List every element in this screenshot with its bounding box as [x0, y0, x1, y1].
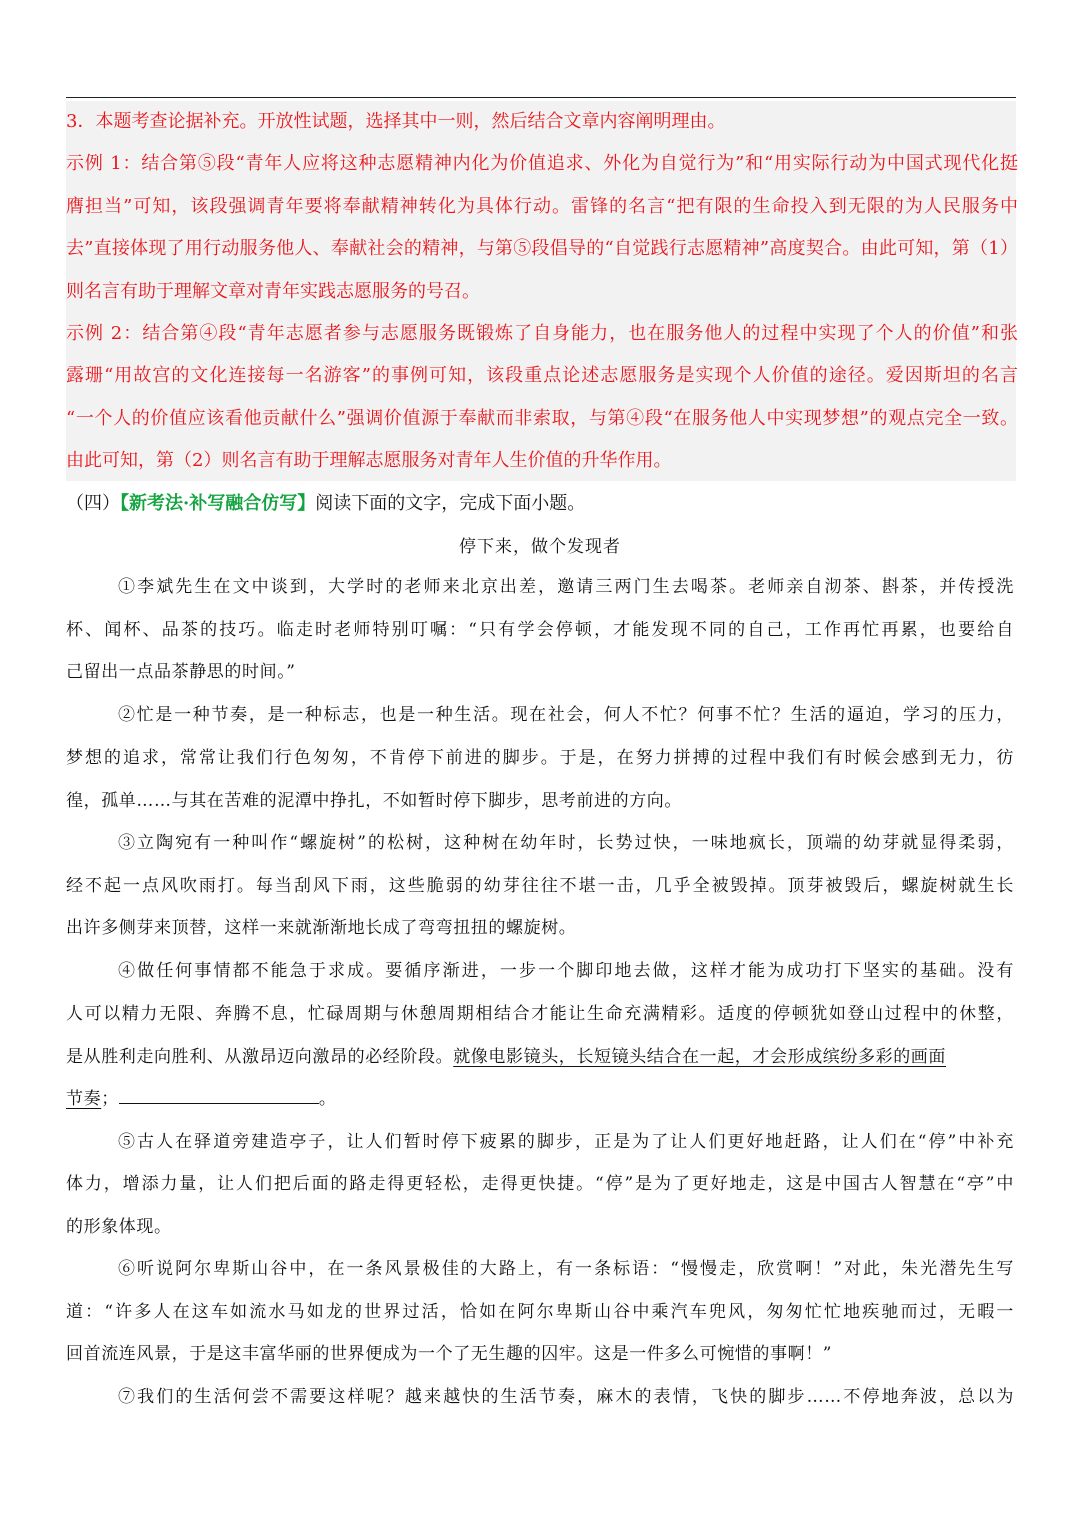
answer-line: 示例 1：结合第⑤段“青年人应将这种志愿精神内化为价值追求、外化为自觉行为”和“用实际行动为中国式现代化挺: [66, 153, 1018, 174]
article-line: 体力，增添力量，让人们把后面的路走得更轻松，走得更快捷。“停”是为了更好地走，这是中国古人智慧在“亭”中: [66, 1174, 1014, 1194]
article-text: ；: [101, 1089, 119, 1109]
article-line: [66, 1046, 1014, 1068]
article-line: 的形象体现。: [66, 1217, 172, 1237]
article-text: 是从胜利走向胜利、从激昂迈向激昂的必经阶段。: [66, 1047, 454, 1067]
fill-in-blank[interactable]: [119, 1089, 319, 1104]
article-line: 出许多侧芽来顶替，这样一来就渐渐地长成了弯弯扭扭的螺旋树。: [66, 918, 577, 938]
article-line: 道：“许多人在这车如流水马如龙的世界过活，恰如在阿尔卑斯山谷中乘汽车兜风，匆匆忙忙地疾驰而过，无暇一: [66, 1302, 1014, 1322]
article-title: 停下来，做个发现者: [459, 537, 621, 557]
article-line: ②忙是一种节奏，是一种标志，也是一种生活。现在社会，何人不忙？何事不忙？生活的逼迫，学习的压力，: [118, 705, 1014, 725]
article-line: ④做任何事情都不能急于求成。要循序渐进，一步一个脚印地去做，这样才能为成功打下坚实的基础。没有: [118, 961, 1014, 981]
answer-line: 去”直接体现了用行动服务他人、奉献社会的精神，与第⑤段倡导的“自觉践行志愿精神”高度契合。由此可知，第（1）: [66, 238, 1018, 259]
article-line: ⑥听说阿尔卑斯山谷中，在一条风景极佳的大路上，有一条标语：“慢慢走，欣赏啊！”对此，朱光潜先生写: [118, 1259, 1014, 1279]
article-line: 人可以精力无限、奔腾不息，忙碌周期与休憩周期相结合才能让生命充满精彩。适度的停顿犹如登山过程中的休整，: [66, 1004, 1014, 1024]
section-number: （四）: [66, 493, 120, 514]
article-line: 己留出一点品茶静思的时间。”: [66, 662, 296, 682]
article-line: 徨，孤单……与其在苦难的泥潭中挣扎，不如暂时停下脚步，思考前进的方向。: [66, 791, 682, 811]
underlined-sentence: 就像电影镜头，长短镜头结合在一起，才会形成缤纷多彩的画面: [453, 1047, 947, 1067]
answer-line: 由此可知，第（2）则名言有助于理解志愿服务对青年人生价值的升华作用。: [66, 450, 672, 471]
article-line: 杯、闻杯、品茶的技巧。临走时老师特别叮嘱：“只有学会停顿，才能发现不同的自己，工作再忙再累，也要给自: [66, 620, 1014, 640]
answer-line: 膺担当”可知，该段强调青年要将奉献精神转化为具体行动。雷锋的名言“把有限的生命投入到无限的为人民服务中: [66, 196, 1018, 217]
article-text: 。: [318, 1089, 337, 1109]
article-line: ⑤古人在驿道旁建造亭子，让人们暂时停下疲累的脚步，正是为了让人们更好地赶路，让人们在“停”中补充: [118, 1132, 1014, 1152]
top-rule: [66, 97, 1016, 98]
question-type-tag: 【新考法·补写融合仿写】: [120, 493, 316, 514]
article-line: 回首流连风景，于是这丰富华丽的世界便成为一个了无生趣的囚牢。这是一件多么可惋惜的事啊！”: [66, 1344, 833, 1364]
answer-line: 则名言有助于理解文章对青年实践志愿服务的号召。: [66, 281, 480, 302]
section-instruction: 阅读下面的文字，完成下面小题。: [315, 493, 586, 514]
answer-line: 示例 2：结合第④段“青年志愿者参与志愿服务既锻炼了自身能力，也在服务他人的过程中实现了个人的价值”和张: [66, 323, 1018, 344]
section-intro: [66, 493, 585, 515]
answer-line: 3．本题考查论据补充。开放性试题，选择其中一则，然后结合文章内容阐明理由。: [66, 111, 726, 132]
article-line: ③立陶宛有一种叫作“螺旋树”的松树，这种树在幼年时，长势过快，一味地疯长，顶端的幼芽就显得柔弱，: [118, 833, 1014, 853]
article-line: ①李斌先生在文中谈到，大学时的老师来北京出差，邀请三两门生去喝茶。老师亲自沏茶、斟茶，并传授洗: [118, 577, 1014, 597]
article-line: 经不起一点风吹雨打。每当刮风下雨，这些脆弱的幼芽往往不堪一击，几乎全被毁掉。顶芽被毁后，螺旋树就生长: [66, 876, 1014, 896]
answer-line: “一个人的价值应该看他贡献什么”强调价值源于奉献而非索取，与第④段“在服务他人中实现梦想”的观点完全一致。: [66, 408, 1018, 429]
answer-line: 露珊“用故宫的文化连接每一名游客”的事例可知，该段重点论述志愿服务是实现个人价值的途径。爱因斯坦的名言: [66, 365, 1018, 386]
article-line: ⑦我们的生活何尝不需要这样呢？越来越快的生活节奏，麻木的表情，飞快的脚步……不停地奔波，总以为: [118, 1387, 1014, 1407]
article-line: 梦想的追求，常常让我们行色匆匆，不肯停下前进的脚步。于是，在努力拼搏的过程中我们有时候会感到无力，彷: [66, 748, 1014, 768]
article-line: [66, 1088, 1014, 1110]
underlined-sentence-end: 节奏: [66, 1089, 102, 1109]
